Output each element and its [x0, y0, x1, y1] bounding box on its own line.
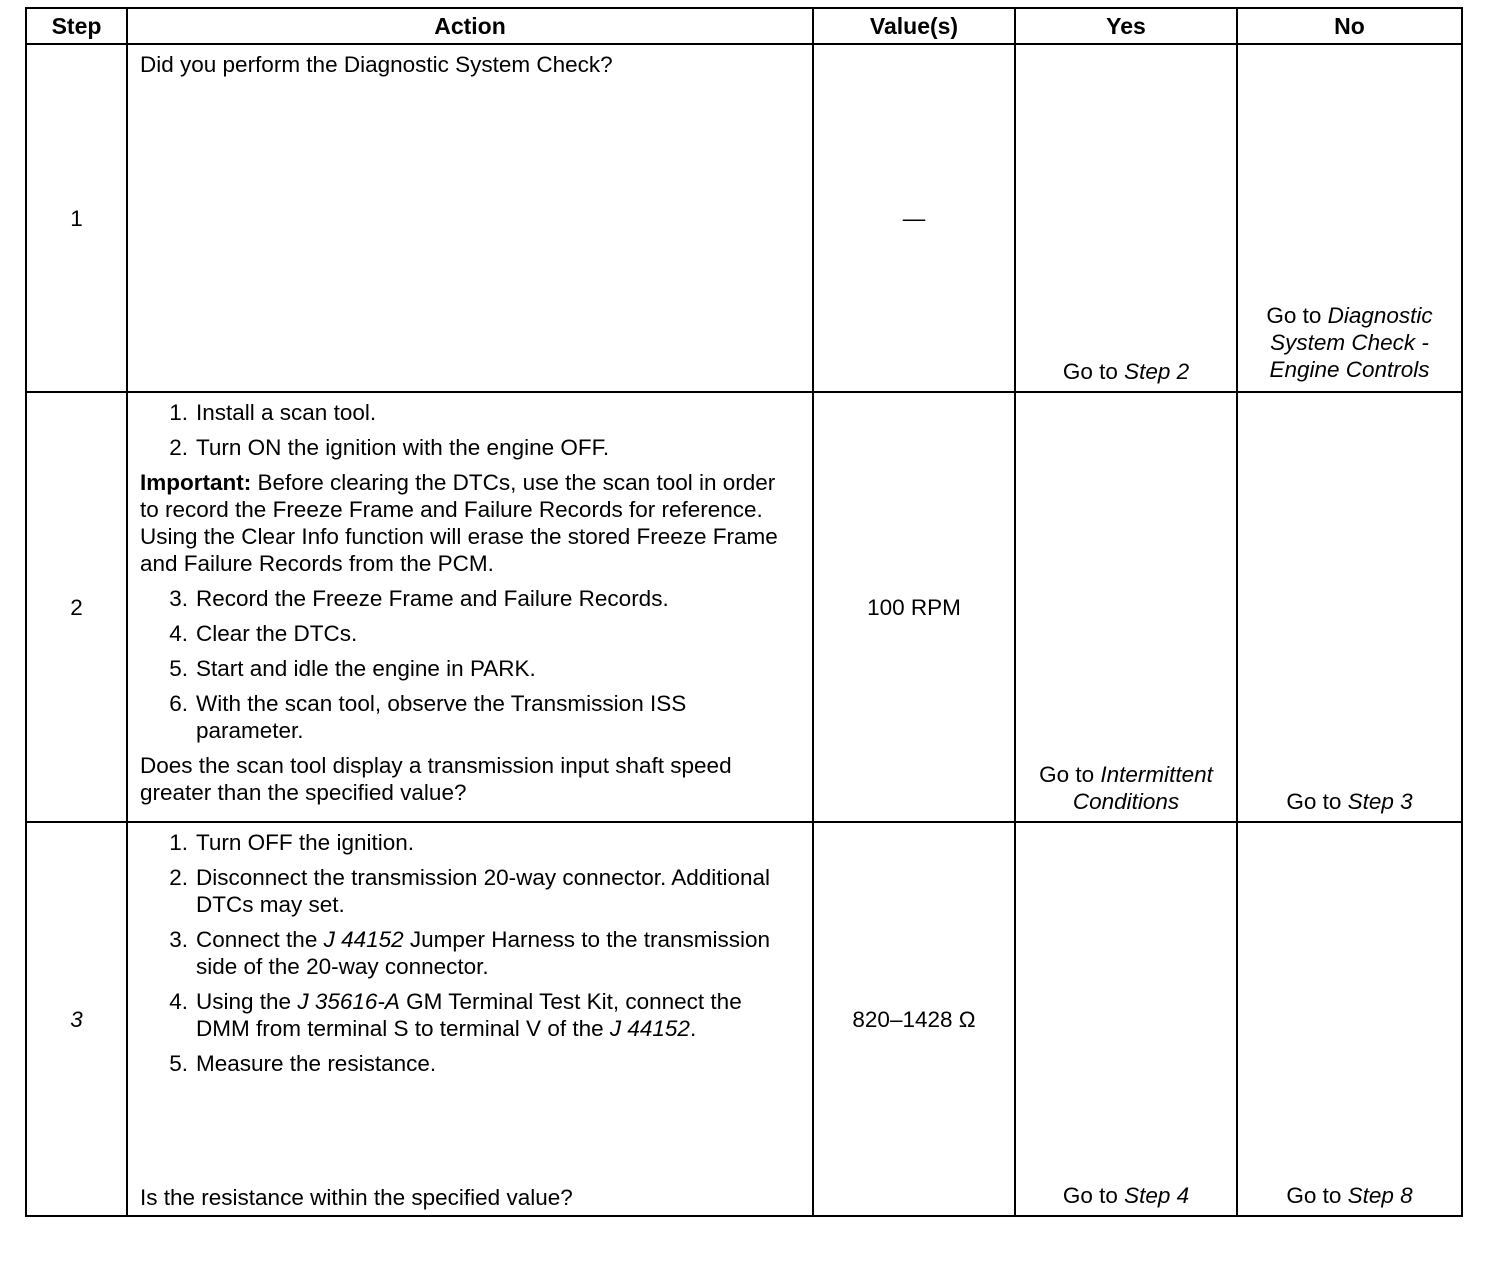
no-cell: Go to Step 8 — [1237, 822, 1462, 1216]
list-item: 6. With the scan tool, observe the Transmission ISS parameter. — [169, 691, 687, 743]
action-cell — [127, 822, 813, 1216]
yes-link[interactable]: Step 4 — [1124, 1183, 1190, 1208]
action-steps — [140, 829, 800, 1077]
list-item: 4. Clear the DTCs. — [169, 621, 358, 646]
no-link[interactable]: Diagnostic System Check - Engine Controls — [1269, 303, 1433, 382]
list-item: 3. Record the Freeze Frame and Failure Records. — [169, 586, 669, 611]
list-item: 3. Connect the J 44152 Jumper Harness to the transmission side of the 20-way connector. — [169, 927, 771, 979]
action-steps-a — [140, 399, 800, 461]
header-yes: Yes — [1015, 8, 1237, 44]
yes-cell: Go to Intermittent Conditions — [1015, 392, 1237, 822]
yes-cell: Go to Step 4 — [1015, 822, 1237, 1216]
action-steps-b — [140, 585, 800, 744]
no-cell: Go to Step 3 — [1237, 392, 1462, 822]
no-link[interactable]: Step 3 — [1347, 789, 1413, 814]
action-question: Does the scan tool display a transmission input shaft speed greater than the specified value? — [140, 753, 732, 805]
table-row-step-2 — [26, 392, 1462, 822]
tool-ref: J 35616-A — [297, 989, 400, 1014]
header-values: Value(s) — [813, 8, 1015, 44]
yes-link[interactable]: Step 2 — [1124, 359, 1190, 384]
important-note: Important: Before clearing the DTCs, use the scan tool in order to record the Freeze Frame and Failure Records for reference. Using the Clear Info function will erase the stored Freeze Frame and Failure Records from the PCM. — [140, 470, 778, 576]
list-item: 2. Disconnect the transmission 20-way connector. Additional DTCs may set. — [169, 865, 771, 917]
no-cell: Go to Diagnostic System Check - Engine Controls — [1237, 44, 1462, 392]
table-row-step-1 — [26, 44, 1462, 392]
list-item: 5. Measure the resistance. — [169, 1051, 437, 1076]
list-item: 2. Turn ON the ignition with the engine OFF. — [169, 435, 610, 460]
header-action: Action — [127, 8, 813, 44]
tool-ref: J 44152 — [609, 1016, 690, 1041]
value-cell: 100 RPM — [813, 392, 1015, 822]
step-number: 3 — [26, 822, 127, 1216]
list-item: 1. Install a scan tool. — [169, 400, 377, 425]
header-step: Step — [26, 8, 127, 44]
header-row — [26, 8, 1462, 44]
yes-link[interactable]: Intermittent Conditions — [1072, 762, 1213, 814]
diagnostic-table — [25, 7, 1463, 1217]
value-cell: 820–1428 Ω — [813, 822, 1015, 1216]
list-item: 5. Start and idle the engine in PARK. — [169, 656, 536, 681]
step-number: 1 — [26, 44, 127, 392]
step-number: 2 — [26, 392, 127, 822]
no-link[interactable]: Step 8 — [1347, 1183, 1413, 1208]
list-item: 4. Using the J 35616-A GM Terminal Test Kit, connect the DMM from terminal S to terminal V of the J 44152. — [169, 989, 742, 1041]
action-question: Did you perform the Diagnostic System Check? — [140, 52, 613, 77]
table-row-step-3 — [26, 822, 1462, 1216]
action-cell — [127, 392, 813, 822]
yes-cell: Go to Step 2 — [1015, 44, 1237, 392]
action-cell — [127, 44, 813, 392]
value-cell: — — [813, 44, 1015, 392]
action-question: Is the resistance within the specified value? — [140, 1185, 573, 1210]
tool-ref: J 44152 — [323, 927, 404, 952]
header-no: No — [1237, 8, 1462, 44]
list-item: 1. Turn OFF the ignition. — [169, 830, 415, 855]
